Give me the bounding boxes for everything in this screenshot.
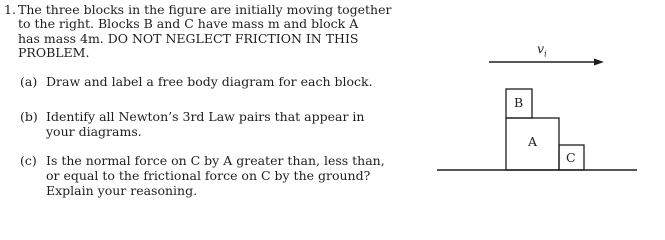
part-b-line: your diagrams.	[46, 123, 142, 139]
block-c-label: C	[566, 150, 576, 165]
part-a	[20, 75, 373, 90]
part-a-label: (a)	[20, 74, 38, 89]
part-a-text	[46, 75, 373, 90]
part-c	[20, 154, 385, 198]
velocity-subscript: i	[544, 49, 547, 59]
velocity-arrowhead-icon	[594, 59, 604, 66]
problem-number: 1.	[4, 2, 16, 17]
problem-statement	[4, 3, 414, 61]
block-a-label: A	[528, 134, 538, 149]
part-b-text	[46, 110, 364, 140]
velocity-label	[537, 41, 547, 59]
part-c-line: or equal to the frictional force on C by the ground?	[46, 167, 371, 183]
block-b-label: B	[514, 95, 524, 110]
problem-line: PROBLEM.	[18, 45, 90, 61]
problem-line: The three blocks in the figure are initially moving together	[18, 2, 392, 17]
part-b-line: Identify all Newton’s 3rd Law pairs that appear in	[46, 109, 365, 124]
part-b-label: (b)	[20, 109, 38, 124]
problem-line: has mass 4m. DO NOT NEGLECT FRICTION IN THIS	[18, 30, 359, 46]
part-c-label: (c)	[20, 153, 37, 168]
problem-text	[18, 3, 414, 61]
part-c-text	[46, 154, 385, 198]
velocity-symbol: v	[537, 41, 545, 56]
part-b	[20, 110, 364, 140]
part-c-line: Explain your reasoning.	[46, 182, 198, 198]
part-a-line: Draw and label a free body diagram for each block.	[46, 74, 373, 89]
problem-line: to the right. Blocks B and C have mass m and block A	[18, 16, 359, 32]
part-c-line: Is the normal force on C by A greater than, less than,	[46, 153, 385, 168]
